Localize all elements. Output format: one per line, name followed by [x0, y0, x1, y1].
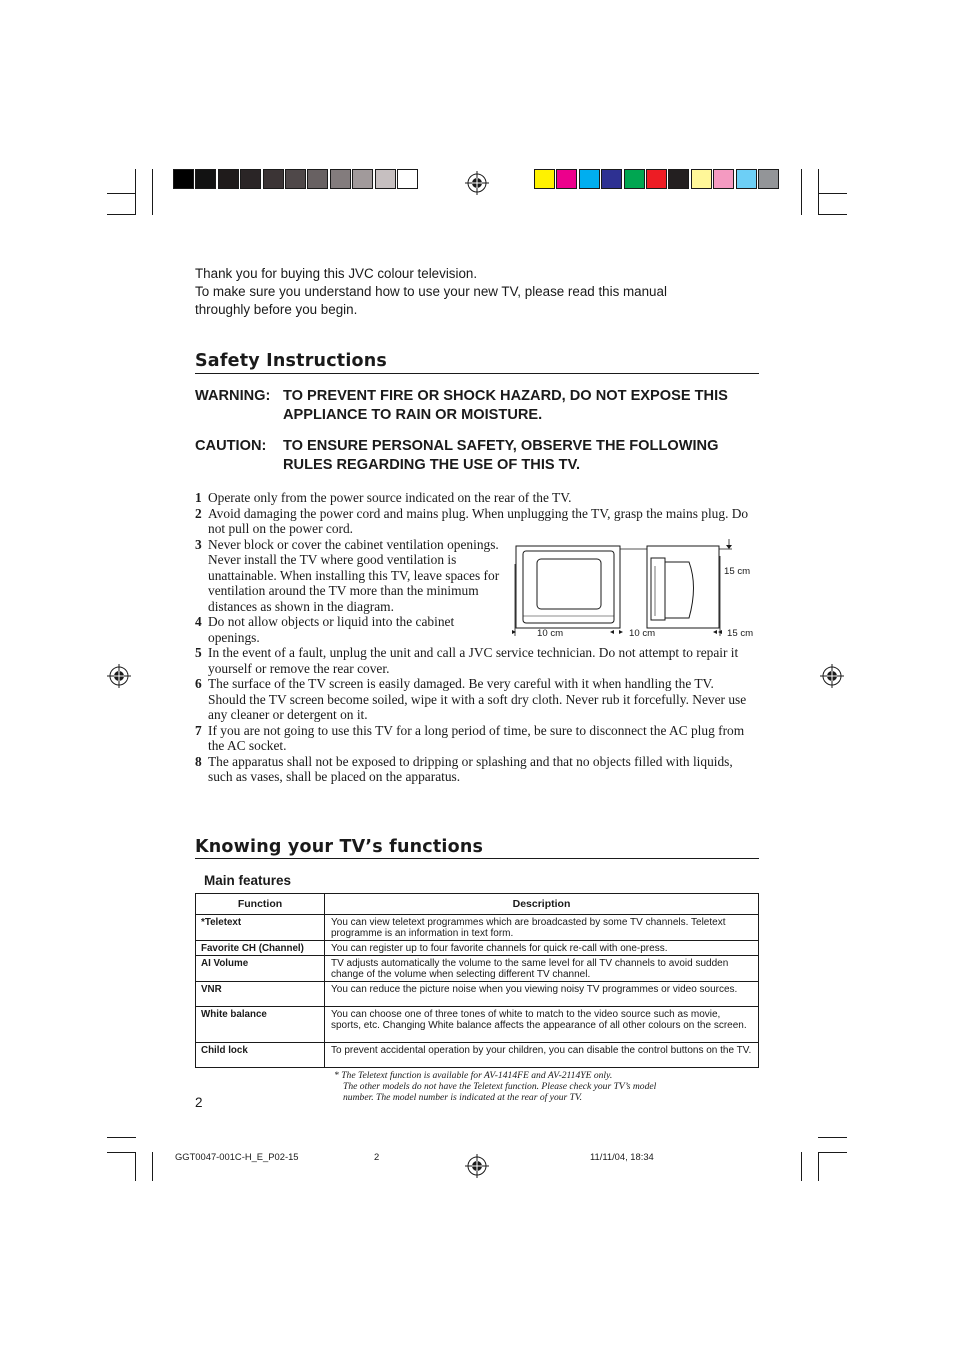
calibration-swatch: [534, 169, 555, 189]
calibration-swatch: [285, 169, 306, 189]
warning-label: WARNING:: [195, 388, 271, 404]
calibration-swatch: [263, 169, 284, 189]
item-number: 5: [195, 645, 202, 660]
item-text: Never block or cover the cabinet ventilation openings. Never install the TV where good ventilation is unattainable. When installing this TV, leave spaces for ventilation around the TV more than the minimum distances as shown in the diagram.: [208, 536, 500, 614]
teletext-footnote: [334, 1070, 656, 1103]
registration-target-icon: [465, 1154, 489, 1178]
intro-line: Thank you for buying this JVC colour television.: [195, 266, 478, 281]
safety-item: [195, 490, 753, 506]
function-cell: White balance: [196, 1007, 325, 1043]
calibration-swatch: [713, 169, 734, 189]
function-cell: Favorite CH (Channel): [196, 941, 325, 956]
footer-timestamp: 11/11/04, 18:34: [590, 1151, 654, 1162]
item-number: 8: [195, 753, 202, 769]
calibration-swatch: [307, 169, 328, 189]
footnote-line: The other models do not have the Teletext function. Please check your TV’s model: [343, 1081, 657, 1092]
item-number: 7: [195, 722, 202, 738]
calibration-swatch: [668, 169, 689, 189]
table-row: [196, 941, 759, 956]
calibration-swatch: [646, 169, 667, 189]
right-clearance-label: 10 cm: [629, 628, 656, 639]
item-text: Operate only from the power source indicated on the rear of the TV.: [208, 490, 572, 505]
table-row: [196, 1007, 759, 1043]
safety-item: [195, 754, 753, 785]
description-cell: You can reduce the picture noise when you viewing noisy TV programmes or video sources.: [325, 982, 759, 1007]
calibration-swatch: [218, 169, 239, 189]
intro-line: To make sure you understand how to use your new TV, please read this manual: [195, 284, 667, 299]
item-number: 6: [195, 676, 202, 691]
footnote-line: * The Teletext function is available for AV-1414FE and AV-2114YE only.: [334, 1070, 613, 1081]
page-number: 2: [195, 1095, 203, 1110]
table-header-row: [196, 894, 759, 915]
calibration-swatch: [691, 169, 712, 189]
function-cell: *Teletext: [196, 915, 325, 941]
ventilation-diagram: [508, 536, 763, 646]
registration-target-icon: [465, 171, 489, 195]
calibration-swatch: [375, 169, 396, 189]
table-row: [196, 982, 759, 1007]
calibration-swatch: [579, 169, 600, 189]
calibration-swatch: [601, 169, 622, 189]
function-cell: AI Volume: [196, 956, 325, 982]
description-cell: You can choose one of three tones of white to match to the video source such as movie, sports, etc. Changing White balance affects the appearance of all other colours on the screen.: [325, 1007, 759, 1043]
features-table: [195, 893, 759, 1068]
table-row: [196, 956, 759, 982]
caution-label: CAUTION:: [195, 438, 267, 454]
safety-item: [195, 676, 753, 723]
item-text: The apparatus shall not be exposed to dripping or splashing and that no objects filled with liquids, such as vases, shall be placed on the apparatus.: [208, 753, 733, 784]
caution-text: TO ENSURE PERSONAL SAFETY, OBSERVE THE FOLLOWING RULES REGARDING THE USE OF THIS TV.: [283, 438, 719, 473]
intro-text: [195, 265, 667, 319]
calibration-swatch: [624, 169, 645, 189]
safety-item: [195, 645, 753, 676]
intro-line: throughly before you begin.: [195, 302, 358, 317]
column-header-function: Function: [196, 894, 325, 915]
description-cell: To prevent accidental operation by your children, you can disable the control buttons on the TV.: [325, 1043, 759, 1068]
section-divider: [195, 858, 759, 859]
table-row: [196, 1043, 759, 1068]
registration-target-icon: [107, 664, 131, 688]
calibration-swatch: [758, 169, 779, 189]
description-cell: TV adjusts automatically the volume to the same level for all TV channels to avoid sudden change of the volume when selecting different TV channel.: [325, 956, 759, 982]
description-cell: You can register up to four favorite channels for quick re-call with one-press.: [325, 941, 759, 956]
item-text: The surface of the TV screen is easily damaged. Be very careful with it when handling the TV. Should the TV screen become soiled, wipe it with a soft dry cloth. Never rub it forcefully. Never use any cleaner or detergent on it.: [208, 676, 747, 722]
calibration-swatch: [397, 169, 418, 189]
warning-text: TO PREVENT FIRE OR SHOCK HAZARD, DO NOT EXPOSE THIS APPLIANCE TO RAIN OR MOISTURE.: [283, 388, 728, 423]
section-divider: [195, 373, 759, 374]
footnote-line: number. The model number is indicated at the rear of your TV.: [343, 1092, 583, 1103]
calibration-swatch: [173, 169, 194, 189]
calibration-swatch: [556, 169, 577, 189]
main-features-heading: Main features: [204, 873, 292, 888]
item-number: 3: [195, 536, 202, 552]
functions-section-title: Knowing your TV’s functions: [195, 837, 484, 857]
description-cell: You can view teletext programmes which are broadcasted by some TV channels. Teletext programme is an information in text form.: [325, 915, 759, 941]
left-clearance-label: 10 cm: [537, 628, 564, 639]
footer-page: 2: [374, 1151, 380, 1162]
calibration-swatch: [330, 169, 351, 189]
safety-section-title: Safety Instructions: [195, 351, 388, 371]
calibration-swatch: [736, 169, 757, 189]
item-number: 4: [195, 614, 202, 629]
calibration-swatch: [195, 169, 216, 189]
calibration-swatch: [352, 169, 373, 189]
calibration-swatch: [240, 169, 261, 189]
function-cell: Child lock: [196, 1043, 325, 1068]
item-text: Do not allow objects or liquid into the cabinet openings.: [208, 614, 455, 645]
safety-item: [195, 506, 753, 537]
registration-target-icon: [820, 664, 844, 688]
column-header-description: Description: [325, 894, 759, 915]
top-clearance-label: 15 cm: [724, 566, 751, 577]
item-number: 1: [195, 490, 202, 505]
warning-notice: [195, 387, 765, 427]
function-cell: VNR: [196, 982, 325, 1007]
item-number: 2: [195, 505, 202, 521]
table-row: [196, 915, 759, 941]
item-text: Avoid damaging the power cord and mains plug. When unplugging the TV, grasp the mains plug. Do not pull on the power cord.: [208, 505, 749, 536]
footer-filename: GGT0047-001C-H_E_P02-15: [175, 1151, 299, 1162]
item-text: In the event of a fault, unplug the unit and call a JVC service technician. Do not attempt to repair it yourself or remove the rear cover.: [208, 645, 739, 676]
caution-notice: [195, 437, 765, 477]
safety-item: [195, 723, 753, 754]
rear-clearance-label: 15 cm: [727, 628, 754, 639]
item-text: If you are not going to use this TV for a long period of time, be sure to disconnect the AC plug from the AC socket.: [208, 722, 745, 753]
